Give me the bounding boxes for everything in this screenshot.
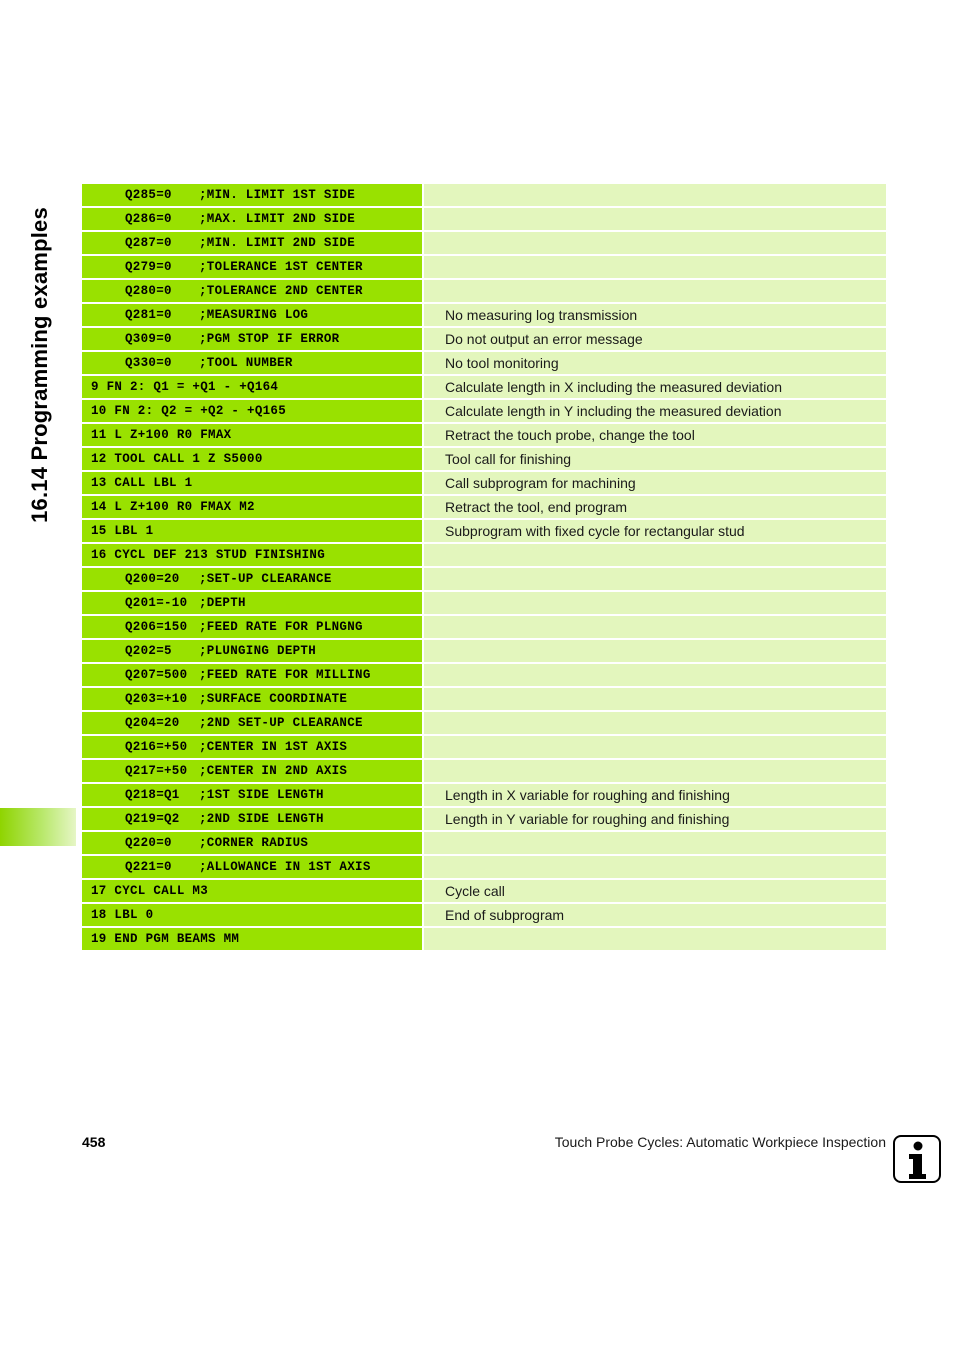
description-cell	[424, 640, 886, 662]
parameter-comment: ;MAX. LIMIT 2ND SIDE	[199, 212, 356, 226]
nc-code-cell	[82, 280, 422, 302]
parameter-comment: ;1ST SIDE LENGTH	[199, 788, 324, 802]
nc-code-cell	[82, 736, 422, 758]
description-cell: Calculate length in X including the measured deviation	[424, 376, 886, 398]
table-row	[82, 784, 886, 806]
nc-block: 17 CYCL CALL M3	[91, 884, 209, 898]
description-cell: Do not output an error message	[424, 328, 886, 350]
nc-code-cell	[82, 592, 422, 614]
nc-code-cell	[82, 520, 422, 542]
parameter-value: Q309=0	[125, 332, 172, 346]
description-cell	[424, 256, 886, 278]
info-icon	[893, 1135, 941, 1183]
parameter-value: Q287=0	[125, 236, 172, 250]
description-cell: Length in Y variable for roughing and finishing	[424, 808, 886, 830]
description-cell: Subprogram with fixed cycle for rectangular stud	[424, 520, 886, 542]
nc-block: 10 FN 2: Q2 = +Q2 - +Q165	[91, 404, 287, 418]
parameter-value: Q220=0	[125, 836, 172, 850]
description-cell	[424, 736, 886, 758]
parameter-value: Q280=0	[125, 284, 172, 298]
parameter-comment: ;ALLOWANCE IN 1ST AXIS	[199, 860, 371, 874]
description-cell: Tool call for finishing	[424, 448, 886, 470]
parameter-comment: ;SURFACE COORDINATE	[199, 692, 348, 706]
parameter-value: Q217=+50	[125, 764, 188, 778]
nc-code-cell	[82, 712, 422, 734]
parameter-value: Q201=-10	[125, 596, 188, 610]
nc-code-cell	[82, 424, 422, 446]
parameter-value: Q221=0	[125, 860, 172, 874]
parameter-comment: ;2ND SET-UP CLEARANCE	[199, 716, 363, 730]
nc-code-cell	[82, 448, 422, 470]
chapter-title: Touch Probe Cycles: Automatic Workpiece Inspection	[554, 1134, 886, 1150]
nc-block: 9 FN 2: Q1 = +Q1 - +Q164	[91, 380, 279, 394]
description-cell	[424, 664, 886, 686]
nc-code-cell	[82, 664, 422, 686]
parameter-value: Q218=Q1	[125, 788, 180, 802]
description-cell: Cycle call	[424, 880, 886, 902]
chapter-tab	[0, 808, 76, 846]
parameter-comment: ;TOLERANCE 2ND CENTER	[199, 284, 363, 298]
parameter-value: Q204=20	[125, 716, 180, 730]
parameter-comment: ;MIN. LIMIT 2ND SIDE	[199, 236, 356, 250]
description-cell	[424, 184, 886, 206]
table-row	[82, 352, 886, 374]
table-row	[82, 280, 886, 302]
description-cell: Retract the touch probe, change the tool	[424, 424, 886, 446]
description-cell	[424, 856, 886, 878]
table-row	[82, 808, 886, 830]
table-row	[82, 448, 886, 470]
nc-code-cell	[82, 760, 422, 782]
table-row	[82, 736, 886, 758]
table-row	[82, 184, 886, 206]
description-cell	[424, 616, 886, 638]
description-cell: Calculate length in Y including the measured deviation	[424, 400, 886, 422]
nc-code-cell	[82, 328, 422, 350]
table-row	[82, 376, 886, 398]
table-row	[82, 712, 886, 734]
parameter-comment: ;CENTER IN 1ST AXIS	[199, 740, 348, 754]
parameter-comment: ;SET-UP CLEARANCE	[199, 572, 332, 586]
description-cell	[424, 544, 886, 566]
parameter-comment: ;2ND SIDE LENGTH	[199, 812, 324, 826]
nc-code-cell	[82, 904, 422, 926]
nc-block: 11 L Z+100 R0 FMAX	[91, 428, 232, 442]
nc-code-cell	[82, 352, 422, 374]
description-cell: Length in X variable for roughing and finishing	[424, 784, 886, 806]
table-row	[82, 232, 886, 254]
table-row	[82, 256, 886, 278]
nc-code-cell	[82, 376, 422, 398]
nc-code-cell	[82, 856, 422, 878]
nc-code-cell	[82, 544, 422, 566]
parameter-comment: ;PGM STOP IF ERROR	[199, 332, 340, 346]
description-cell: No measuring log transmission	[424, 304, 886, 326]
nc-block: 15 LBL 1	[91, 524, 154, 538]
description-cell	[424, 592, 886, 614]
parameter-comment: ;CORNER RADIUS	[199, 836, 309, 850]
nc-code-cell	[82, 496, 422, 518]
parameter-value: Q206=150	[125, 620, 188, 634]
parameter-comment: ;TOOL NUMBER	[199, 356, 293, 370]
table-row	[82, 472, 886, 494]
nc-block: 13 CALL LBL 1	[91, 476, 193, 490]
nc-block: 19 END PGM BEAMS MM	[91, 932, 240, 946]
nc-code-cell	[82, 928, 422, 950]
parameter-value: Q330=0	[125, 356, 172, 370]
parameter-value: Q200=20	[125, 572, 180, 586]
program-listing-table	[82, 184, 886, 952]
table-row	[82, 592, 886, 614]
parameter-value: Q202=5	[125, 644, 172, 658]
table-row	[82, 640, 886, 662]
nc-block: 12 TOOL CALL 1 Z S5000	[91, 452, 263, 466]
table-row	[82, 400, 886, 422]
parameter-comment: ;PLUNGING DEPTH	[199, 644, 317, 658]
parameter-comment: ;TOLERANCE 1ST CENTER	[199, 260, 363, 274]
nc-code-cell	[82, 568, 422, 590]
description-cell: Call subprogram for machining	[424, 472, 886, 494]
table-row	[82, 880, 886, 902]
parameter-comment: ;FEED RATE FOR MILLING	[199, 668, 371, 682]
nc-code-cell	[82, 472, 422, 494]
page-number: 458	[82, 1134, 106, 1150]
parameter-value: Q216=+50	[125, 740, 188, 754]
parameter-comment: ;CENTER IN 2ND AXIS	[199, 764, 348, 778]
table-row	[82, 664, 886, 686]
parameter-value: Q279=0	[125, 260, 172, 274]
parameter-comment: ;DEPTH	[199, 596, 246, 610]
description-cell	[424, 712, 886, 734]
table-row	[82, 568, 886, 590]
nc-code-cell	[82, 832, 422, 854]
description-cell	[424, 208, 886, 230]
nc-code-cell	[82, 688, 422, 710]
table-row	[82, 424, 886, 446]
nc-block: 18 LBL 0	[91, 908, 154, 922]
nc-code-cell	[82, 256, 422, 278]
table-row	[82, 496, 886, 518]
nc-code-cell	[82, 880, 422, 902]
nc-code-cell	[82, 184, 422, 206]
nc-block: 16 CYCL DEF 213 STUD FINISHING	[91, 548, 326, 562]
parameter-value: Q219=Q2	[125, 812, 180, 826]
table-row	[82, 304, 886, 326]
parameter-value: Q285=0	[125, 188, 172, 202]
nc-code-cell	[82, 640, 422, 662]
section-title: 16.14 Programming examples	[27, 207, 52, 523]
description-cell: No tool monitoring	[424, 352, 886, 374]
nc-code-cell	[82, 808, 422, 830]
table-row	[82, 832, 886, 854]
description-cell	[424, 568, 886, 590]
nc-code-cell	[82, 208, 422, 230]
parameter-comment: ;MIN. LIMIT 1ST SIDE	[199, 188, 356, 202]
table-row	[82, 928, 886, 950]
description-cell	[424, 760, 886, 782]
nc-code-cell	[82, 304, 422, 326]
parameter-value: Q203=+10	[125, 692, 188, 706]
description-cell	[424, 928, 886, 950]
nc-code-cell	[82, 400, 422, 422]
parameter-value: Q286=0	[125, 212, 172, 226]
table-row	[82, 616, 886, 638]
parameter-comment: ;FEED RATE FOR PLNGNG	[199, 620, 363, 634]
parameter-value: Q281=0	[125, 308, 172, 322]
nc-block: 14 L Z+100 R0 FMAX M2	[91, 500, 255, 514]
nc-code-cell	[82, 232, 422, 254]
table-row	[82, 904, 886, 926]
description-cell	[424, 832, 886, 854]
parameter-comment: ;MEASURING LOG	[199, 308, 309, 322]
table-row	[82, 856, 886, 878]
table-row	[82, 328, 886, 350]
description-cell	[424, 232, 886, 254]
nc-code-cell	[82, 616, 422, 638]
table-row	[82, 544, 886, 566]
description-cell	[424, 280, 886, 302]
table-row	[82, 208, 886, 230]
description-cell: End of subprogram	[424, 904, 886, 926]
nc-code-cell	[82, 784, 422, 806]
table-row	[82, 688, 886, 710]
table-row	[82, 760, 886, 782]
table-row	[82, 520, 886, 542]
description-cell: Retract the tool, end program	[424, 496, 886, 518]
parameter-value: Q207=500	[125, 668, 188, 682]
description-cell	[424, 688, 886, 710]
